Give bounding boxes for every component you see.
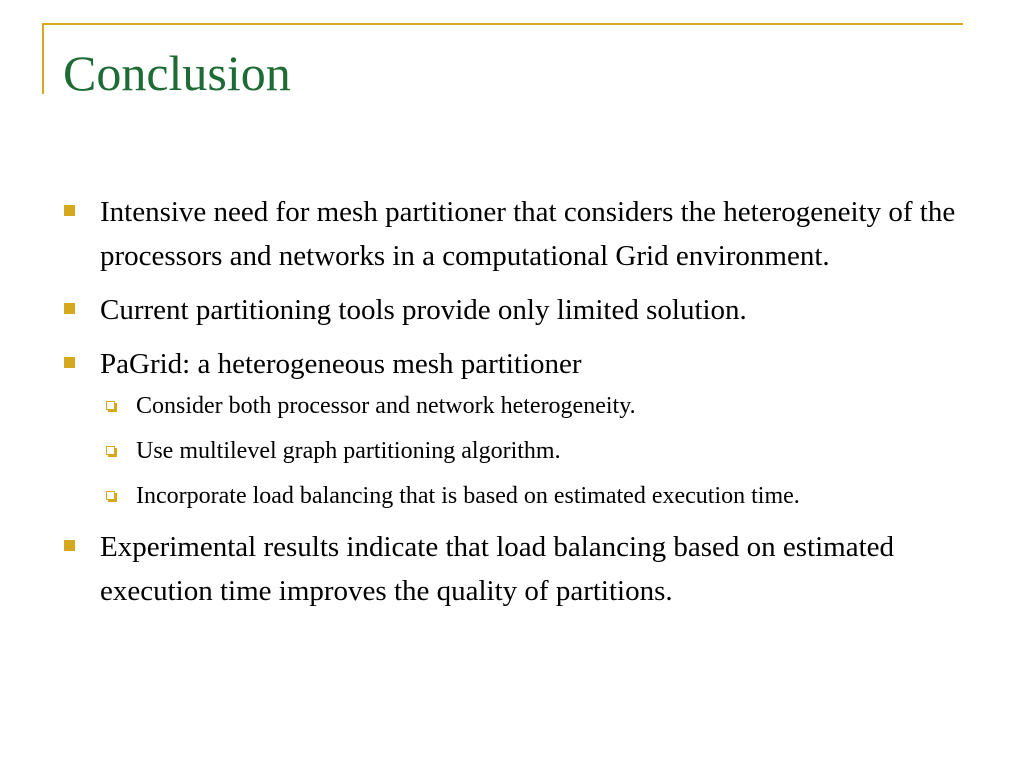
bullet-item (60, 288, 975, 332)
filled-square-bullet-icon (64, 357, 75, 368)
filled-square-bullet-icon (64, 205, 75, 216)
sub-bullet-text: Incorporate load balancing that is based on estimated execution time. (136, 483, 800, 509)
bullet-item (60, 342, 975, 386)
filled-square-bullet-icon (64, 303, 75, 314)
title-frame-left-rule (42, 23, 44, 94)
bullet-text: Experimental results indicate that load balancing based on estimated execution time improves the quality of partitions. (100, 531, 895, 607)
hollow-square-bullet-icon (106, 401, 115, 410)
hollow-square-bullet-icon (106, 491, 115, 500)
sub-bullet-item (60, 433, 975, 470)
bullet-item (60, 190, 975, 278)
bullet-item (60, 525, 975, 613)
sub-bullet-item (60, 478, 975, 515)
bullet-text: PaGrid: a heterogeneous mesh partitioner (100, 348, 582, 380)
sub-bullet-text: Use multilevel graph partitioning algorithm. (136, 438, 561, 464)
bullet-list (60, 190, 975, 623)
sub-bullet-text: Consider both processor and network heterogeneity. (136, 393, 636, 419)
sub-bullet-item (60, 388, 975, 425)
slide-title: Conclusion (63, 45, 291, 101)
bullet-text: Current partitioning tools provide only limited solution. (100, 294, 747, 326)
hollow-square-bullet-icon (106, 446, 115, 455)
sub-bullet-list (60, 388, 975, 515)
bullet-text: Intensive need for mesh partitioner that considers the heterogeneity of the processors and networks in a computational Grid environment. (100, 196, 956, 272)
filled-square-bullet-icon (64, 540, 75, 551)
title-frame-top-rule (42, 23, 963, 25)
